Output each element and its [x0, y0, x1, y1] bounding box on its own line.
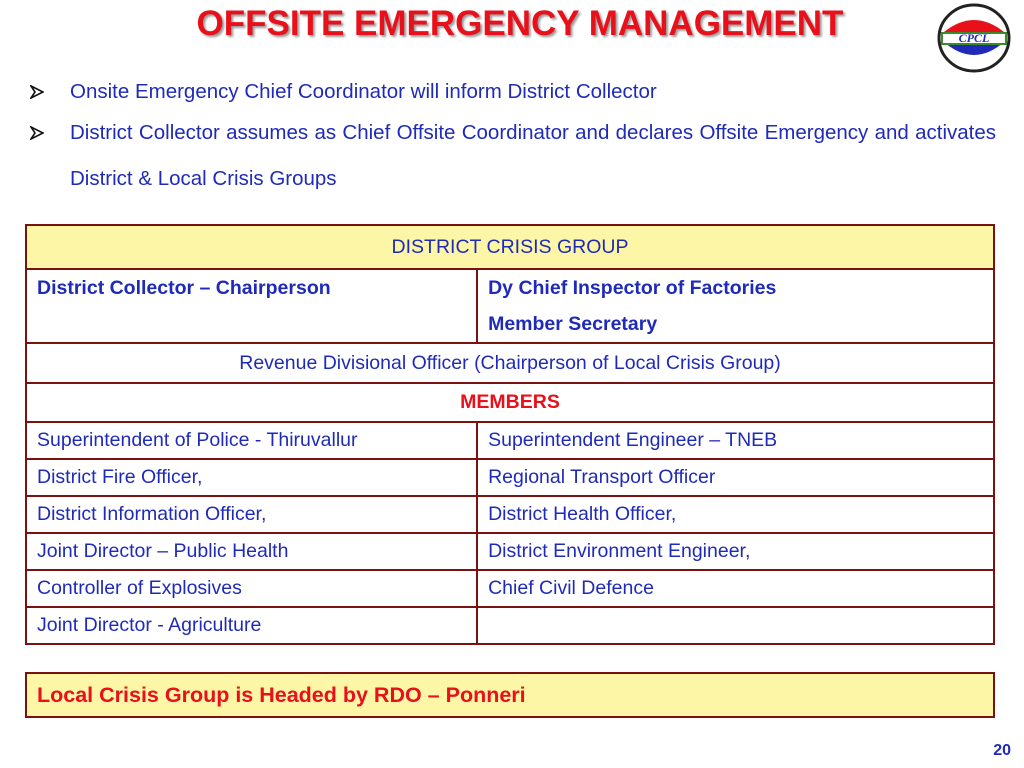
members-label: MEMBERS: [26, 383, 994, 422]
member-secretary-line2: Member Secretary: [488, 313, 658, 335]
member-cell: District Environment Engineer,: [477, 533, 994, 570]
page-number: 20: [993, 742, 1011, 759]
bullet-item: [30, 110, 996, 202]
bullet-text: Onsite Emergency Chief Coordinator will inform District Collector: [70, 80, 657, 103]
member-cell: Chief Civil Defence: [477, 570, 994, 607]
table-row: [26, 607, 994, 644]
bullet-item: [30, 74, 996, 110]
member-cell: Controller of Explosives: [26, 570, 477, 607]
local-crisis-note: [25, 672, 995, 718]
member-cell: Joint Director – Public Health: [26, 533, 477, 570]
rdo-row: Revenue Divisional Officer (Chairperson of Local Crisis Group): [26, 343, 994, 383]
member-cell: Joint Director - Agriculture: [26, 607, 477, 644]
cpcl-logo: [936, 2, 1012, 74]
member-cell: District Information Officer,: [26, 496, 477, 533]
member-cell: [477, 607, 994, 644]
member-cell: District Fire Officer,: [26, 459, 477, 496]
member-secretary-cell: [477, 269, 994, 343]
chairperson-cell: District Collector – Chairperson: [26, 269, 477, 343]
district-crisis-table: [25, 224, 995, 645]
bullet-list: [30, 74, 996, 202]
table-row: [26, 533, 994, 570]
bullet-text: District Collector assumes as Chief Offsite Coordinator and declares Offsite Emergency and activates District & Local Crisis Groups: [70, 121, 996, 190]
table-header: DISTRICT CRISIS GROUP: [26, 225, 994, 269]
member-cell: Regional Transport Officer: [477, 459, 994, 496]
table-row: [26, 496, 994, 533]
table-row: [26, 459, 994, 496]
member-cell: District Health Officer,: [477, 496, 994, 533]
local-crisis-note-text: Local Crisis Group is Headed by RDO – Ponneri: [37, 683, 526, 707]
arrow-bullet-icon: [30, 74, 70, 110]
arrow-bullet-icon: [30, 110, 70, 156]
member-cell: Superintendent of Police - Thiruvallur: [26, 422, 477, 459]
member-secretary-line1: Dy Chief Inspector of Factories: [488, 277, 777, 299]
logo-text: CPCL: [958, 31, 990, 45]
slide-title: OFFSITE EMERGENCY MANAGEMENT: [196, 4, 844, 43]
table-row: [26, 570, 994, 607]
member-cell: Superintendent Engineer – TNEB: [477, 422, 994, 459]
table-row: [26, 422, 994, 459]
